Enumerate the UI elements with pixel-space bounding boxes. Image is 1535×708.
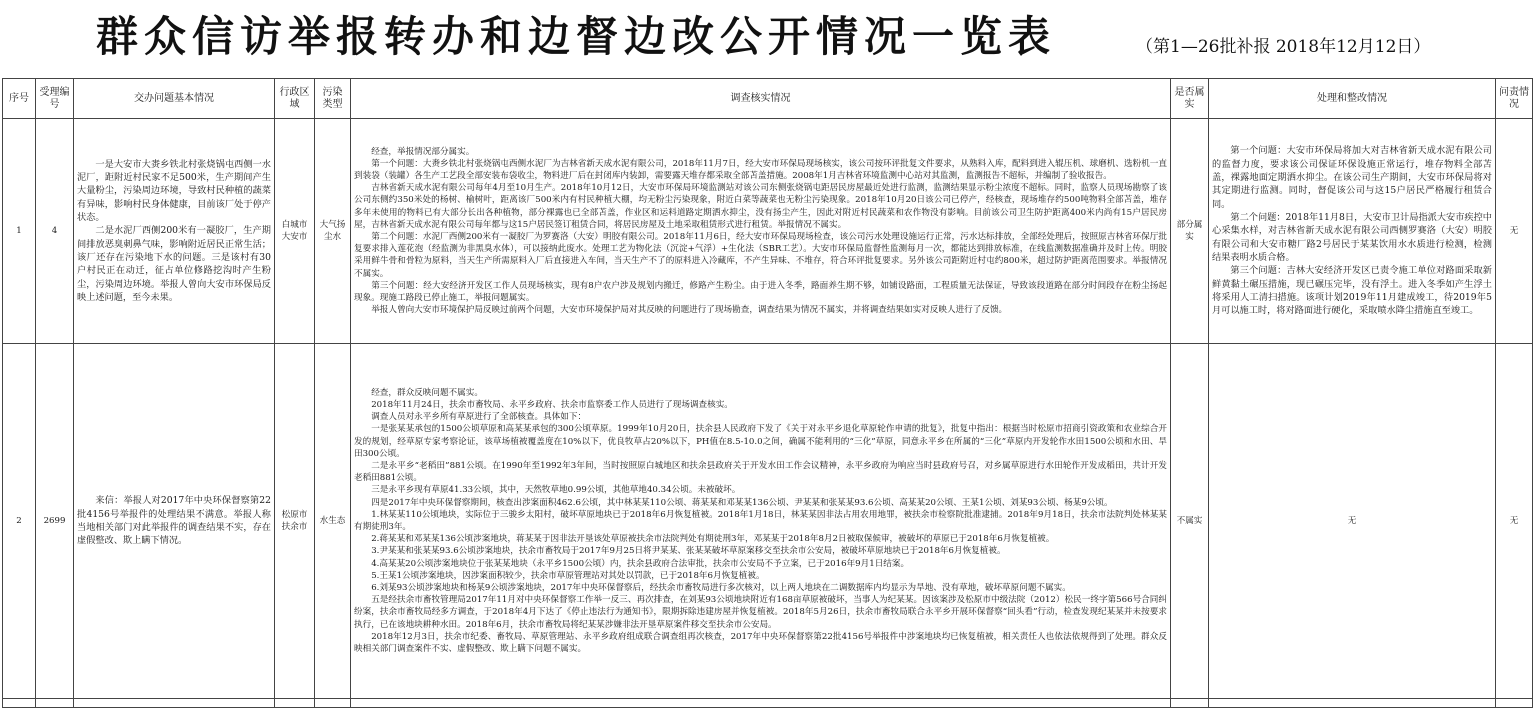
- header-issue: 交办问题基本情况: [74, 79, 275, 119]
- investigation-paragraph: 五是经扶余市畜牧管理局2017年11月对中央环保督察工作举一反三、再次排查，在刘某93公顷地块附近有168亩草原被破坏，当事人为纪某某。因该案涉及松原市中级法院（2012）松民一终字第566号合同纠纷案，扶余市畜牧局经多方调查，于2018年4月下达了《停止违法行为通知书》，限期拆除违建房屋并恢复植被。2018年5月26日，扶余市畜牧局联合永平乡开展环保督察“回头看”行动，检查发现纪某某并未按要求执行，已在该地块耕种水田。2018年6月，扶余市畜牧局将纪某某涉嫌非法开垦草原案件移交至扶余市公安局。: [354, 595, 1167, 630]
- investigation-paragraph: 6.刘某93公顷涉案地块和杨某9公顷涉案地块，2017年中央环保督察后，经扶余市畜牧局进行多次核对，以上两人地块在二调数据库内均显示为旱地、没有草地，破坏草原问题不属实。: [371, 583, 1071, 594]
- rectification-paragraph: 第一个问题：大安市环保局将加大对吉林省新天成水泥有限公司的监督力度，要求该公司保证环保设施正常运行，堆存物料全部苫盖，裸露地面定期洒水抑尘。在该公司生产期间，大安市环保局将对其定期进行监测。同时，督促该公司与这15户居民严格履行租赁合同。: [1212, 145, 1492, 210]
- investigation-paragraph: 2018年12月3日，扶余市纪委、畜牧局、草原管理站、永平乡政府组成联合调查组再次核查，2017年中央环保督察第22批4156号举报件中涉案地块均已恢复植被，相关责任人也依法依规得到了处理。群众反映相关部门调查案件不实、虚假整改、欺上瞒下问题不属实。: [354, 631, 1167, 655]
- investigation-paragraph: 举报人曾向大安市环境保护局反映过前两个问题，大安市环境保护局对其反映的问题进行了现场勘查，调查结果为情况不属实，并将调查结果如实对反映人进行了反馈。: [371, 305, 1008, 316]
- cell-issue: [74, 344, 275, 699]
- investigation-paragraph: 三是永平乡现有草原41.33公顷，其中，天然牧草地0.99公顷，其他草地40.34公顷。未被破坏。: [371, 485, 741, 496]
- report-table: [2, 78, 1533, 708]
- investigation-paragraph: 四是2017年中央环保督察期间，核查出涉案面积462.6公顷，其中林某某110公顷、蒋某某和邓某某136公顷、尹某某和张某某93.6公顷、高某某20公顷、王某1公顷、刘某93公顷、杨某9公顷。: [371, 497, 1113, 508]
- page-header: [0, 0, 1535, 76]
- investigation-paragraph: 经查，群众反映问题不属实。: [371, 387, 483, 398]
- investigation-paragraph: 经查，举报情况部分属实。: [371, 146, 475, 157]
- cell-verified: 不属实: [1171, 344, 1209, 699]
- table-header-row: [3, 79, 1533, 119]
- header-rectification: 处理和整改情况: [1209, 79, 1496, 119]
- investigation-paragraph: 调查人员对永平乡所有草原进行了全部核查。具体如下：: [371, 412, 587, 423]
- cell-no: 1: [3, 119, 36, 344]
- page-subtitle: （第1—26批补报 2018年12月12日）: [1136, 37, 1431, 57]
- header-verified: 是否属实: [1171, 79, 1209, 119]
- table-row-partial: [3, 699, 1533, 708]
- issue-paragraph: 来信：举报人对2017年中央环保督察第22批4156号举报件的处理结果不满意。举报人称当地相关部门对此举报件的调查结果不实，存在虚假整改、欺上瞒下情况。: [77, 495, 271, 547]
- cell-verified: 部分属实: [1171, 119, 1209, 344]
- header-no: 序号: [3, 79, 36, 119]
- investigation-paragraph: 1.林某某110公顷地块，实际位于三骏乡太阳村，破坏草原地块已于2018年6月恢复植被。2018年1月18日，林某某因非法占用农用地罪，被扶余市检察院批准逮捕。2018年9月18日，扶余市法院判处林某某有期徒刑3年。: [354, 509, 1167, 532]
- cell-accountability: 无: [1496, 119, 1533, 344]
- cell-investigation: [351, 119, 1171, 344]
- investigation-paragraph: 4.高某某20公顷涉案地块位于张某某地块（永平乡1500公顷）内，扶余县政府合法审批，扶余市公安局不予立案，已于2016年9月1日结案。: [371, 558, 910, 569]
- header-investigation: 调查核实情况: [351, 79, 1171, 119]
- investigation-paragraph: 5.王某1公顷涉案地块，因涉案面积较少，扶余市草原管理站对其处以罚款，已于2018年6月恢复植被。: [371, 570, 765, 581]
- investigation-paragraph: 2018年11月24日，扶余市畜牧局、永平乡政府、扶余市监察委工作人员进行了现场调查核实。: [371, 399, 733, 410]
- header-code: 受理编号: [36, 79, 74, 119]
- header-pollution: 污染类型: [315, 79, 351, 119]
- rectification-paragraph: 第三个问题：吉林大安经济开发区已责令施工单位对路面采取新鲜黄黏土碾压措施，现已碾压完毕，没有浮土。进入冬季如产生浮土将采用人工清扫措施。该项计划2019年11月建成竣工，待2019年5月可以施工时，将对路面进行硬化，采取喷水降尘措施直至竣工。: [1212, 265, 1492, 317]
- investigation-paragraph: 一是张某某承包的1500公顷草原和高某某承包的300公顷草原。1999年10月20日，扶余县人民政府下发了《关于对永平乡退化草原轮作申请的批复》，批复中指出：根据当时松原市招商引资政策和农业综合开发的规划，经草原专家考察论证，该草场植被覆盖度在10%以下，优良牧草占20%以下，PH值在8.5-10.0之间，确属不能利用的“三化”草原，同意永平乡在所属的“三化”草原内开发轮作水田1500公顷和水田、旱田300公顷。: [354, 424, 1167, 459]
- investigation-paragraph: 第一个问题：大赉乡铁北村张烧锅屯西侧水泥厂为吉林省新天成水泥有限公司，2018年11月7日，经大安市环保局现场核实，该公司按环评批复文件要求，从熟料入库，配料到进入辊压机、球磨机、选粉机一直到装袋（装罐）各生产工艺段全部安装布袋收尘，物料进厂后在封闭库内装卸，需要露天堆存都采取全部苫盖措施。2008年1月吉林省环境监测中心站对其监测，监测报告不超标，并编制了验收报告。: [354, 158, 1167, 181]
- table-row: [3, 119, 1533, 344]
- cell-issue: [74, 119, 275, 344]
- cell-code: 4: [36, 119, 74, 344]
- cell-rectification: 无: [1209, 344, 1496, 699]
- issue-paragraph: 二是水泥厂西侧200米有一凝胶厂，生产期间排放恶臭刺鼻气味，影响附近居民正常生活；该厂还存在污染地下水的问题。三是该村有30户村民正在动迁，征占单位修路挖沟时产生粉尘，污染周边环境。举报人曾向大安市环保局反映上述问题，至今未果。: [77, 225, 271, 304]
- investigation-paragraph: 第三个问题：经大安经济开发区工作人员现场核实，现有8户农户涉及规划内搬迁，修路产生粉尘。由于进入冬季，路面养生期不够，如铺设路面，工程质量无法保证，导致该段道路在部分时间段存在粉尘扬起现象。现施工路段已停止施工，举报问题属实。: [354, 280, 1167, 304]
- rectification-paragraph: 第二个问题：2018年11月8日，大安市卫计局指派大安市疾控中心采集水样，对吉林省新天成水泥有限公司西侧罗赛洛（大安）明胶有限公司和大安市糖厂路2号居民于某某饮用水水质进行检测，检测结果表明水质合格。: [1212, 211, 1492, 264]
- issue-paragraph: 一是大安市大赉乡铁北村张烧锅屯西侧一水泥厂，距附近村民家不足500米，生产期间产生大量粉尘，污染周边环境，导致村民种植的蔬菜有异味，影响村民身体健康，目前该厂处于停产状态。: [77, 158, 271, 223]
- cell-pollution: 水生态: [315, 344, 351, 699]
- cell-region: 白城市大安市: [275, 119, 315, 344]
- investigation-paragraph: 3.尹某某和张某某93.6公顷涉案地块，扶余市畜牧局于2017年9月25日将尹某某、张某某破坏草原案移交至扶余市公安局，被破坏草原地块已于2018年6月恢复植被。: [371, 546, 1006, 557]
- cell-rectification: [1209, 119, 1496, 344]
- page-title: 群众信访举报转办和边督边改公开情况一览表: [96, 12, 1057, 61]
- cell-investigation: [351, 344, 1171, 699]
- investigation-paragraph: 二是永平乡“老稻田”881公顷。在1990年至1992年3年间，当时按照原白城地区和扶余县政府关于开发水田工作会议精神，永平乡政府为响应当时县政府号召，对乡属草原进行水田轮作开发成稻田，共计开发老稻田881公顷。: [354, 460, 1167, 484]
- cell-region: 松原市扶余市: [275, 344, 315, 699]
- header-region: 行政区域: [275, 79, 315, 119]
- cell-no: 2: [3, 344, 36, 699]
- table-row: [3, 344, 1533, 699]
- cell-code: 2699: [36, 344, 74, 699]
- investigation-paragraph: 吉林省新天成水泥有限公司每年4月至10月生产。2018年10月12日，大安市环保局环境监测站对该公司东侧张烧锅屯距居民房屋最近处进行监测，监测结果显示粉尘浓度不超标。同时，监察人员现场勘察了该公司东侧约350米处的杨树、榆树叶，距离该厂500米内有村民种植大棚，均无粉尘污染现象，附近白菜等蔬菜也无粉尘污染现象。2018年10月20日该公司已停产，经核查，现场堆存约500吨物料全部苫盖，堆存多年未使用的物料已有大部分长出各种植物，部分裸露也已全部苫盖，作业区和运料道路定期洒水抑尘，没有扬尘产生，因此对附近村民蔬菜和农作物没有影响。目前该公司卫生防护距离400米内尚有15户居民房屋，吉林省新天成水泥有限公司每年都与这15户居民签订租赁合同，将居民房屋及土地采取租赁形式进行租赁。举报情况不属实。: [354, 183, 1167, 230]
- cell-accountability: 无: [1496, 344, 1533, 699]
- cell-pollution: 大气扬尘水: [315, 119, 351, 344]
- investigation-paragraph: 2.蒋某某和邓某某136公顷涉案地块，蒋某某于因非法开垦该处草原被扶余市法院判处有期徒刑3年，邓某某于2018年8月2日被取保候审，被破坏的草原已于2018年6月恢复植被。: [371, 534, 1055, 545]
- header-accountability: 问责情况: [1496, 79, 1533, 119]
- investigation-paragraph: 第二个问题：水泥厂西侧200米有一凝胶厂为罗赛洛（大安）明胶有限公司。2018年11月6日，经大安市环保局现场检查，该公司污水处理设施运行正常，污水达标排放，全部经处理后，按照原吉林省环保厅批复要求排入莲花泡（经监测为非黑臭水体），可以接纳此废水。处理工艺为物化法（沉淀+气浮）+生化法（SBR工艺）。大安市环保局监督性监测每月一次，都能达到排放标准，在线监测数据准确并及时上传。明胶采用鲜牛骨和骨粒为原料，当天生产所需原料入厂后直接进入车间，当天生产不了的原料进入冷藏库，不产生异味、不堆存，符合环评批复要求。另外该公司距附近村屯约800米，超过防护距离范围要求。举报情况不属实。: [354, 232, 1167, 279]
